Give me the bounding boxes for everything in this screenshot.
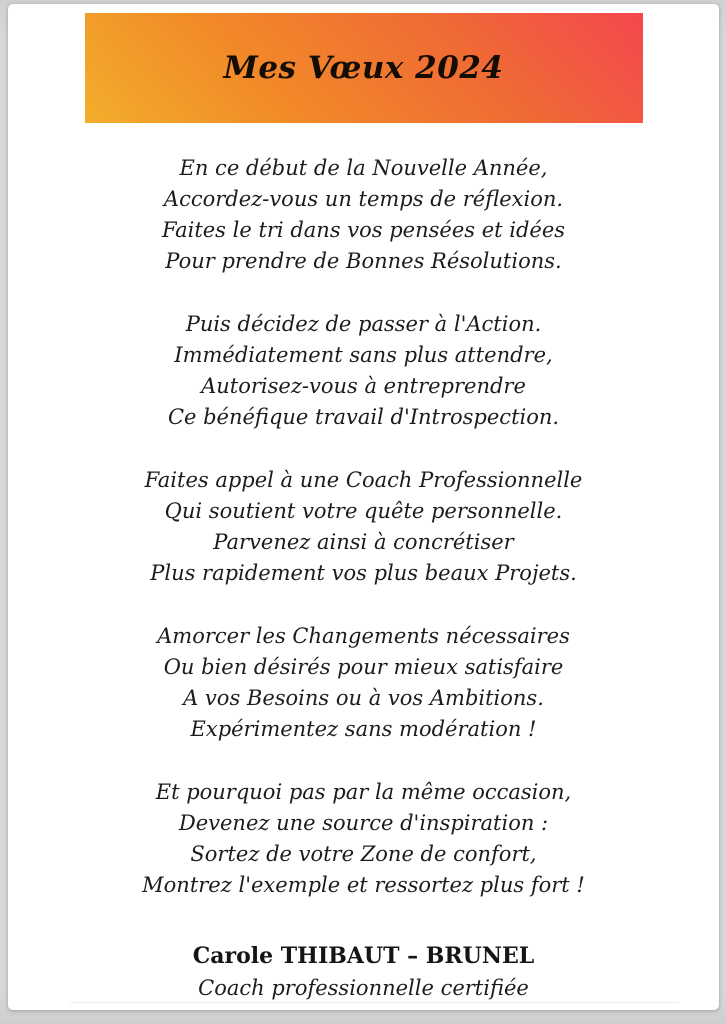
poem-line: Puis décidez de passer à l'Action.: [185, 312, 542, 336]
poem-line: A vos Besoins ou à vos Ambitions.: [183, 686, 544, 710]
poem-line: Pour prendre de Bonnes Résolutions.: [165, 249, 562, 273]
stanza-4: [8, 621, 719, 745]
poem-line: Montrez l'exemple et ressortez plus fort !: [142, 873, 585, 897]
poem-body: [8, 153, 719, 901]
title-banner: [85, 13, 643, 123]
poem-line: Faites appel à une Coach Professionnelle: [144, 468, 583, 492]
poem-line: Immédiatement sans plus attendre,: [174, 343, 553, 367]
poem-line: Sortez de votre Zone de confort,: [190, 842, 537, 866]
poem-line: Parvenez ainsi à concrétiser: [213, 530, 514, 554]
page-title: Mes Vœux 2024: [223, 50, 504, 86]
stanza-1: [8, 153, 719, 277]
signature-block: [8, 941, 719, 1002]
signature-role: Coach professionnelle certifiée: [198, 976, 529, 1000]
signature-name: Carole THIBAUT – BRUNEL: [192, 943, 535, 969]
poem-line: Ce bénéfique travail d'Introspection.: [167, 405, 560, 429]
poem-line: Faites le tri dans vos pensées et idées: [161, 218, 566, 242]
poem-line: Expérimentez sans modération !: [190, 717, 537, 741]
poem-line: Qui soutient votre quête personnelle.: [164, 499, 563, 523]
poem-line: Devenez une source d'inspiration :: [178, 811, 549, 835]
poem-line: Ou bien désirés pour mieux satisfaire: [163, 655, 564, 679]
poem-line: Amorcer les Changements nécessaires: [157, 624, 570, 648]
stanza-2: [8, 309, 719, 433]
document-page: [8, 4, 719, 1010]
stanza-5: [8, 777, 719, 901]
poem-line: Et pourquoi pas par la même occasion,: [155, 780, 572, 804]
poem-line: Autorisez-vous à entreprendre: [201, 374, 526, 398]
footer-divider: [70, 1002, 679, 1003]
stanza-3: [8, 465, 719, 589]
poem-line: En ce début de la Nouvelle Année,: [179, 156, 548, 180]
poem-line: Accordez-vous un temps de réflexion.: [163, 187, 564, 211]
poem-line: Plus rapidement vos plus beaux Projets.: [150, 561, 577, 585]
